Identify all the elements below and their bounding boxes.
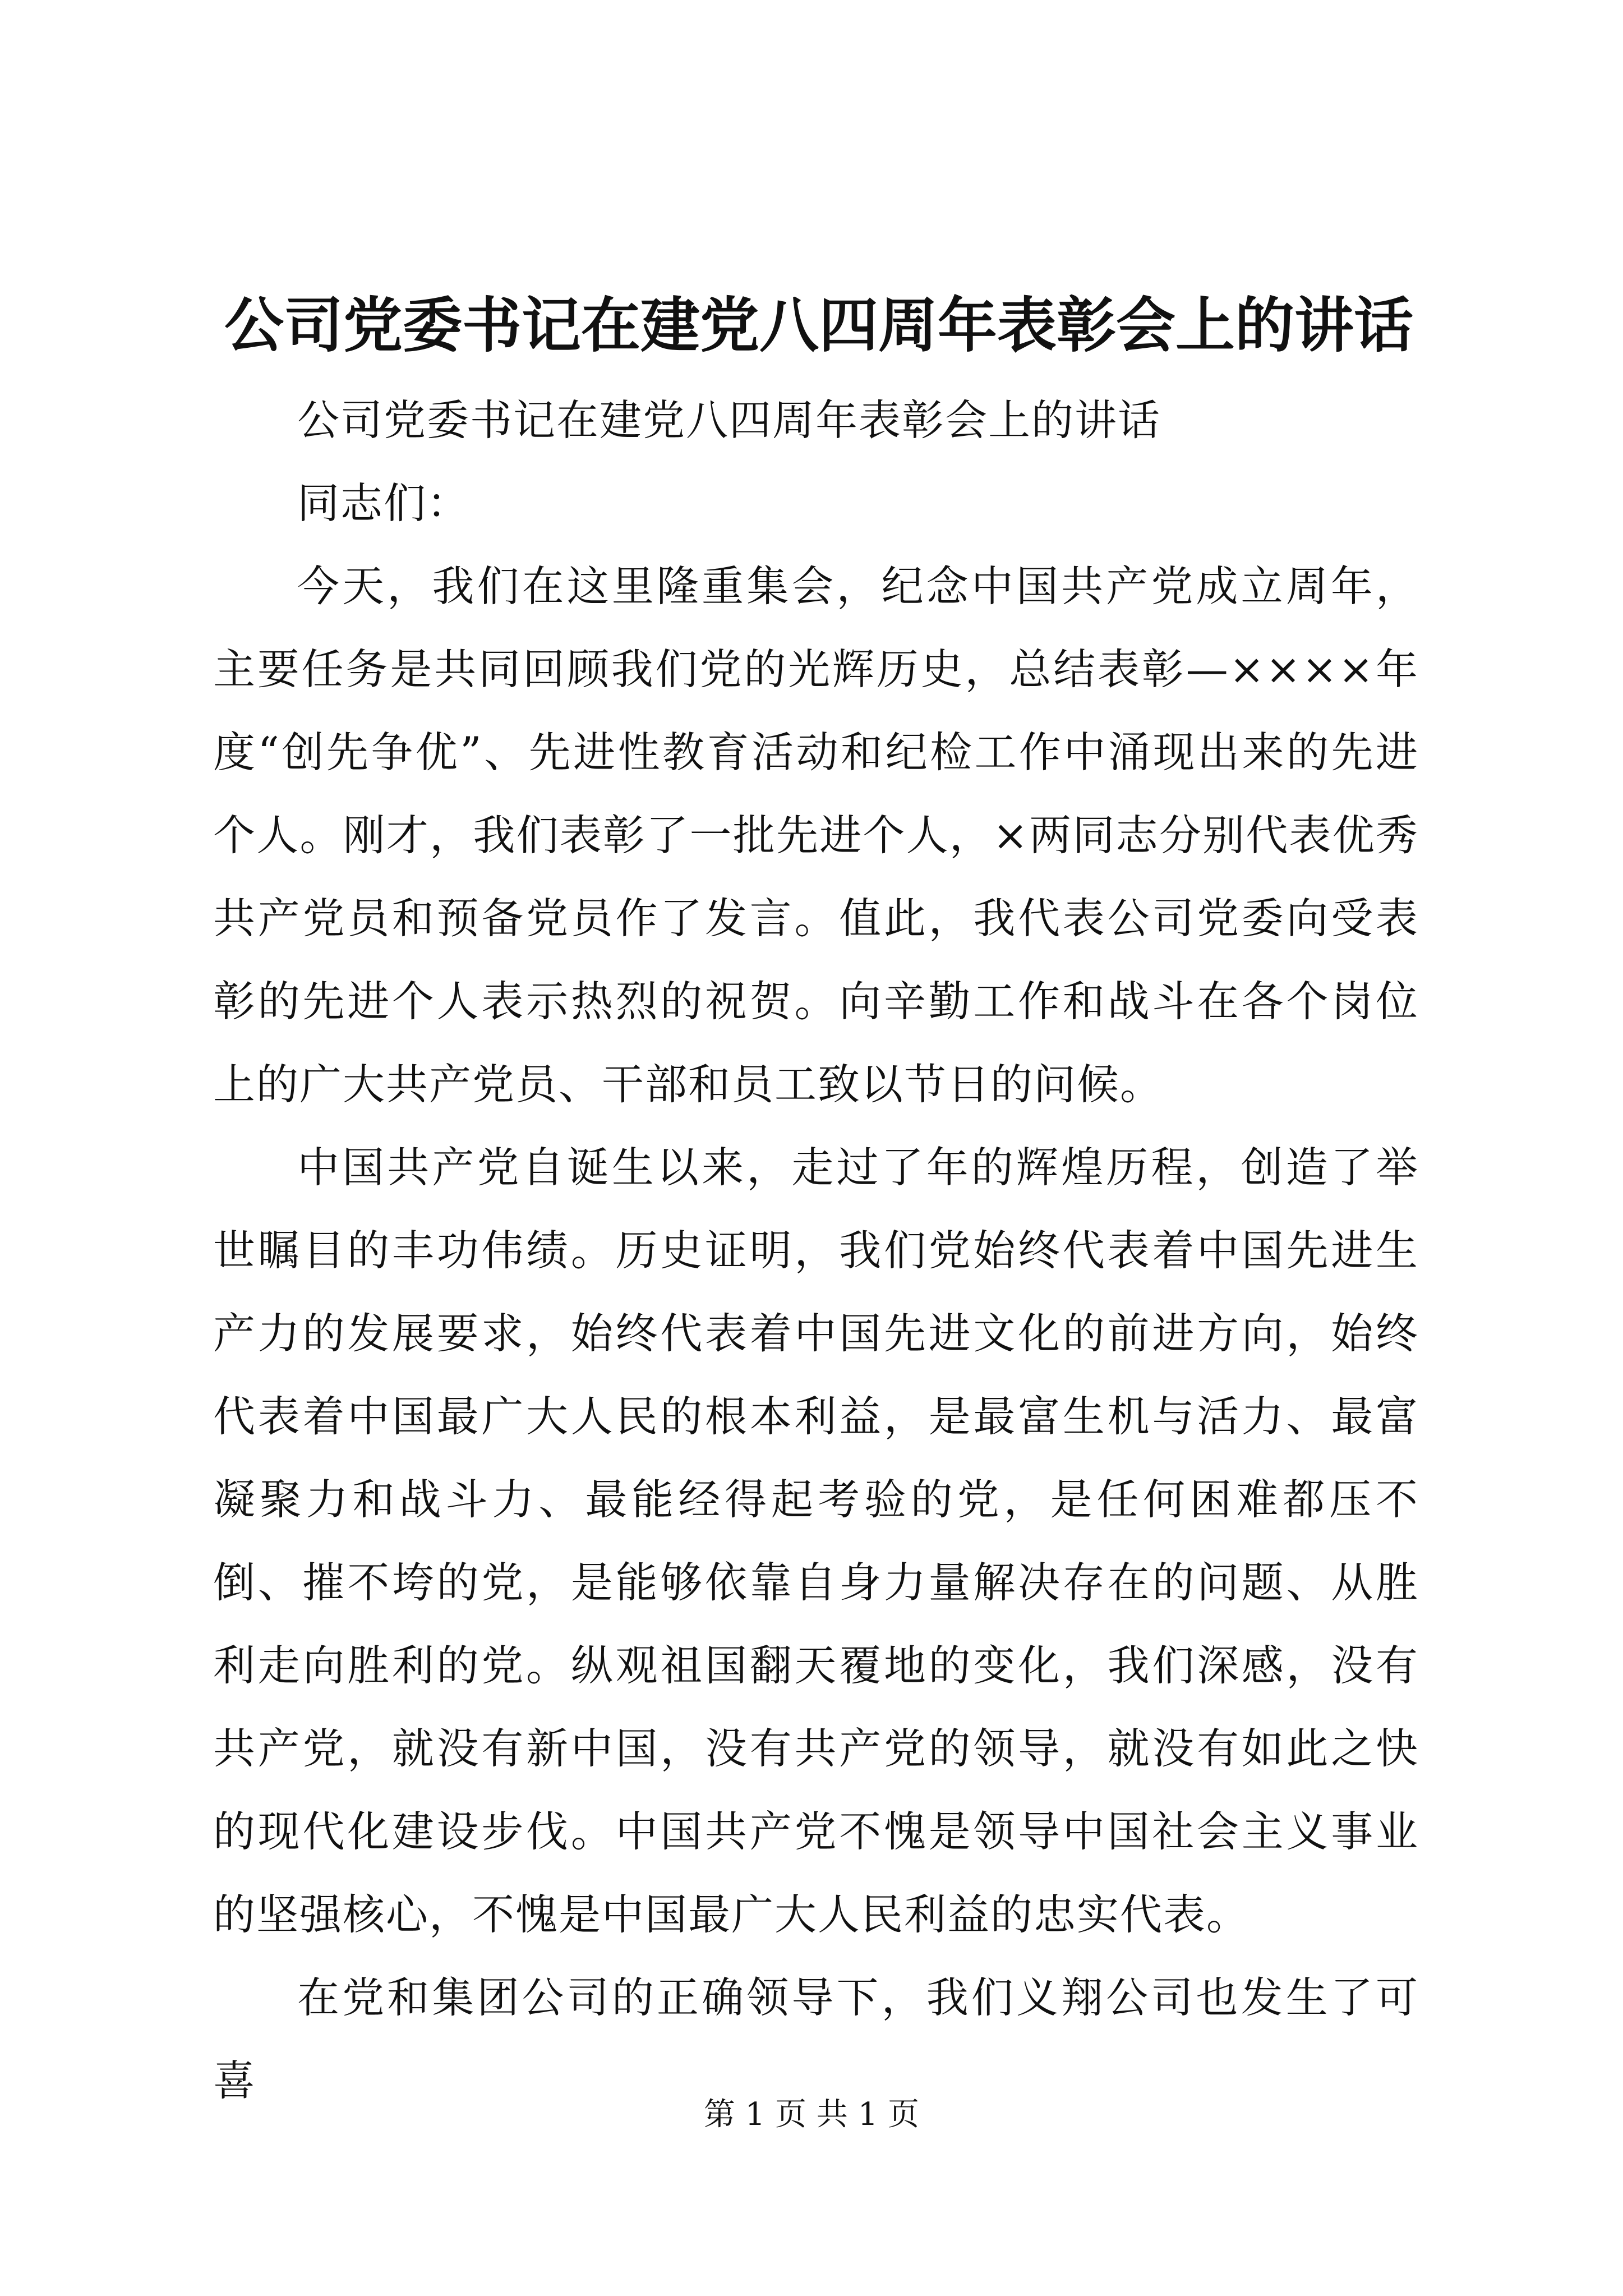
subtitle-paragraph: 公司党委书记在建党八四周年表彰会上的讲话 [297, 395, 1161, 445]
salutation-paragraph: 同志们： [297, 478, 471, 528]
body-paragraph: 中国共产党自诞生以来，走过了年的辉煌历程，创造了举世瞩目的丰功伟绩。历史证明，我们党始终代表着中国先进生产力的发展要求，始终代表着中国先进文化的前进方向，始终代表着中国最广大人民的根本利益，是最富生机与活力、最富凝聚力和战斗力、最能经得起考验的党，是任何困难都压不倒、摧不垮的党，是能够依靠自身力量解决存在的问题、从胜利走向胜利的党。纵观祖国翻天覆地的变化，我们深感，没有共产党，就没有新中国，没有共产党的领导，就没有如此之快的现代化建设步伐。中国共产党不愧是领导中国社会主义事业的坚强核心，不愧是中国最广大人民利益的忠实代表。 [213, 1143, 1419, 1939]
document-body [213, 379, 1419, 2122]
body-paragraph: 在党和集团公司的正确领导下，我们义翔公司也发生了可喜 [213, 1973, 1419, 2105]
document-title: 公司党委书记在建党八四周年表彰会上的讲话 [224, 290, 1413, 360]
page-number-footer: 第 1 页 共 1 页 [703, 2096, 920, 2133]
body-paragraph: 今天，我们在这里隆重集会，纪念中国共产党成立周年，主要任务是共同回顾我们党的光辉历史，总结表彰—××××年度“创先争优”、先进性教育活动和纪检工作中涌现出来的先进个人。刚才，我们表彰了一批先进个人，×两同志分别代表优秀共产党员和预备党员作了发言。值此，我代表公司党委向受表彰的先进个人表示热烈的祝贺。向辛勤工作和战斗在各个岗位上的广大共产党员、干部和员工致以节日的问候。 [213, 562, 1419, 1109]
